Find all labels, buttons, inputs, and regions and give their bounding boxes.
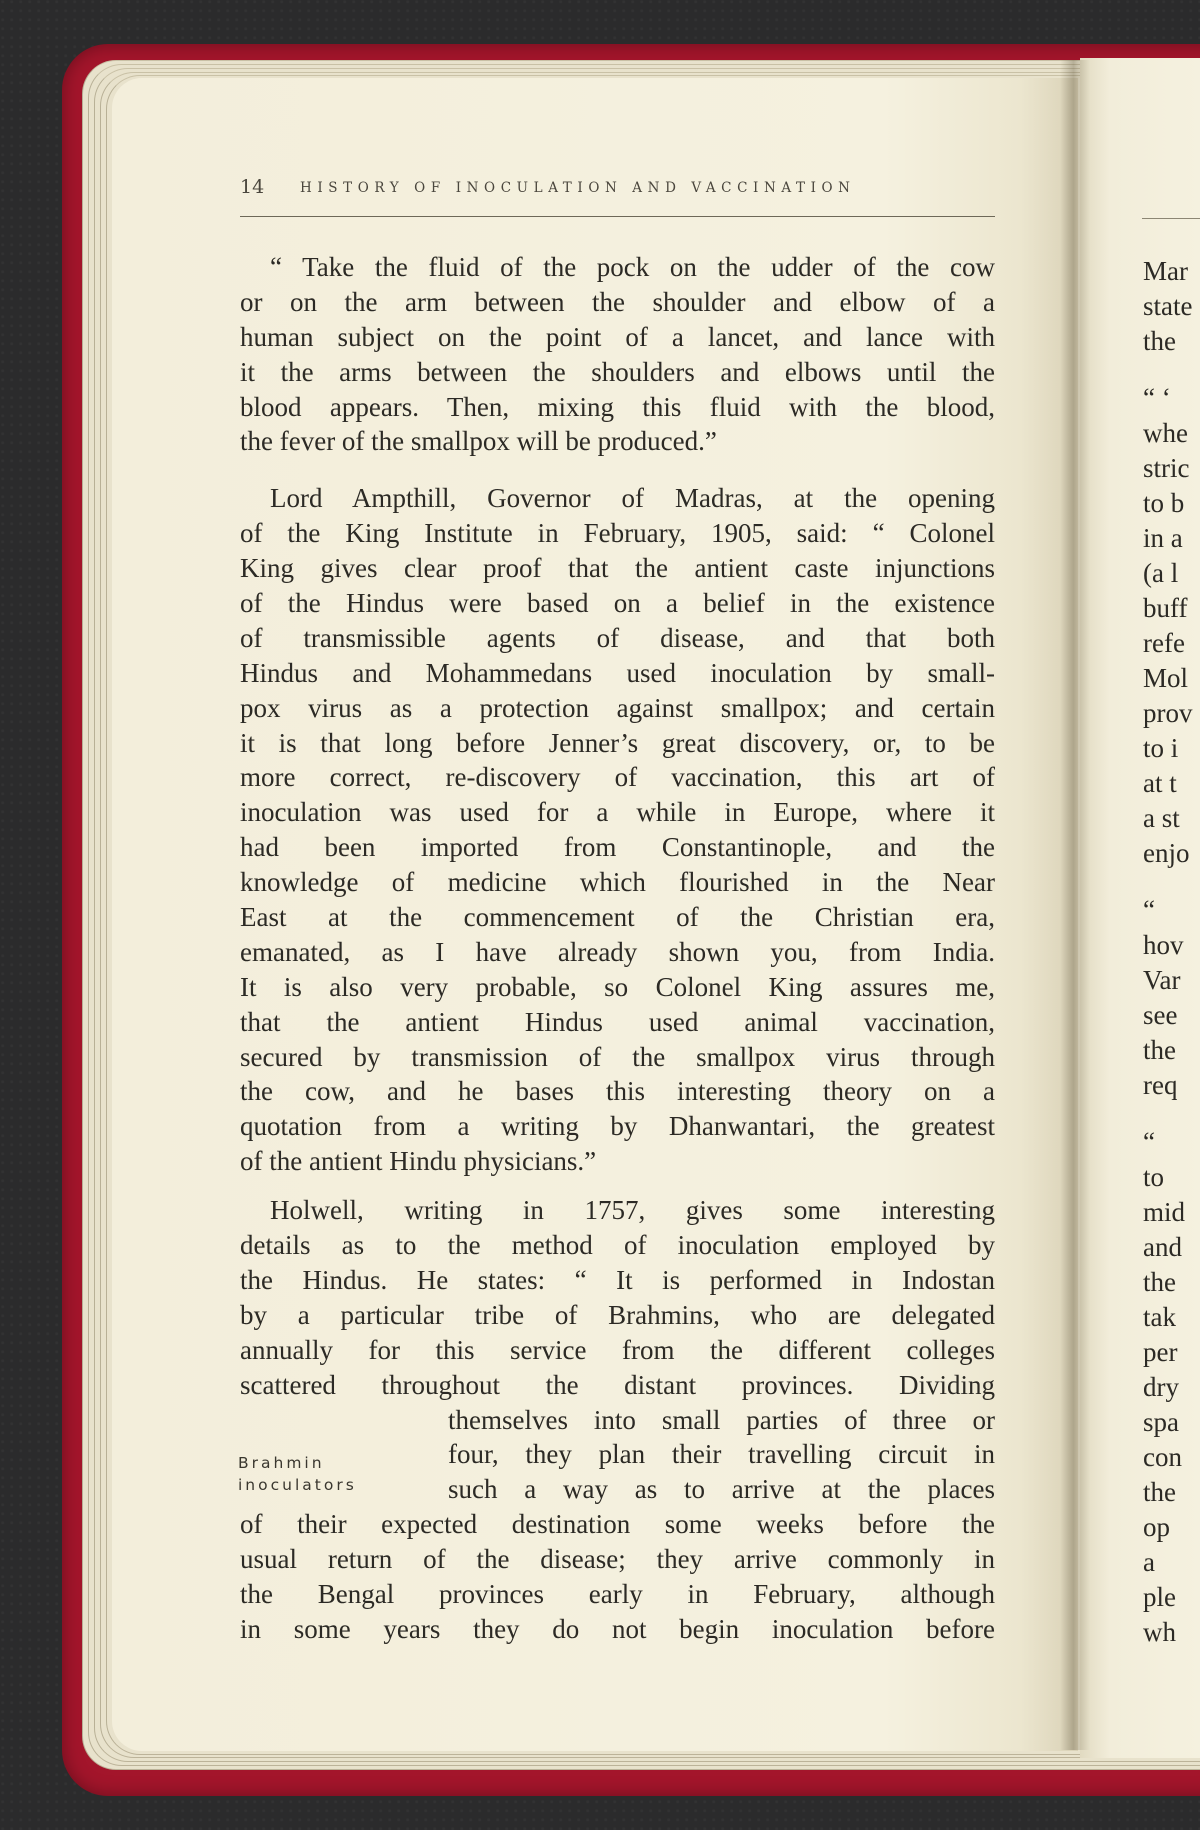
text-line: the Hindus. He states: “ It is performed in Indostan bbox=[240, 1264, 995, 1295]
text-line: scattered throughout the distant provinces. Dividing bbox=[240, 1369, 995, 1400]
right-page-fragment: in a bbox=[1143, 523, 1183, 553]
right-page-fragment: refe bbox=[1143, 628, 1185, 658]
text-line: of the antient Hindu physicians.” bbox=[240, 1146, 597, 1177]
right-page bbox=[1080, 58, 1200, 1758]
right-page-fragment: prov bbox=[1143, 698, 1193, 728]
text-line: Holwell, writing in 1757, gives some interesting bbox=[270, 1195, 995, 1226]
right-page-fragment: per bbox=[1143, 1337, 1178, 1367]
text-line: the fever of the smallpox will be produced.” bbox=[240, 426, 717, 457]
text-line: that the antient Hindus used animal vaccination, bbox=[240, 1006, 995, 1037]
right-page-fragment: to bbox=[1143, 1162, 1165, 1192]
text-line: Lord Ampthill, Governor of Madras, at the opening bbox=[270, 483, 995, 514]
right-page-fragment: enjo bbox=[1143, 838, 1190, 868]
text-line: It is also very probable, so Colonel King assures me, bbox=[240, 971, 995, 1002]
right-page-fragment: “ ‘ bbox=[1143, 383, 1171, 413]
right-page-fragment: (a l bbox=[1143, 558, 1179, 588]
text-line: the Bengal provinces early in February, although bbox=[240, 1578, 995, 1609]
text-line: more correct, re-discovery of vaccination, this art of bbox=[240, 762, 995, 793]
right-page-rule bbox=[1142, 218, 1200, 219]
right-page-fragment: op bbox=[1143, 1512, 1170, 1542]
right-page-fragment: stric bbox=[1143, 453, 1190, 483]
right-page-fragment: Var bbox=[1143, 965, 1181, 995]
right-page-fragment: ple bbox=[1143, 1582, 1176, 1612]
text-line: in some years they do not begin inoculation before bbox=[240, 1613, 995, 1644]
text-line: the cow, and he bases this interesting theory on a bbox=[240, 1076, 995, 1107]
text-line: usual return of the disease; they arrive commonly in bbox=[240, 1544, 995, 1575]
text-line: King gives clear proof that the antient caste injunctions bbox=[240, 553, 995, 584]
text-line: of their expected destination some weeks before the bbox=[240, 1509, 995, 1540]
text-line: knowledge of medicine which flourished in the Near bbox=[240, 867, 995, 898]
right-page-fragment: the bbox=[1143, 1035, 1176, 1065]
text-line: of the Hindus were based on a belief in the existence bbox=[240, 588, 995, 619]
right-page-fragment: “ bbox=[1143, 1127, 1155, 1157]
text-line: of transmissible agents of disease, and that both bbox=[240, 622, 995, 653]
book-gutter bbox=[1060, 60, 1090, 1750]
text-line: “ Take the fluid of the pock on the udder of the cow bbox=[270, 252, 995, 282]
right-page-fragment: and bbox=[1143, 1232, 1182, 1262]
page-number: 14 bbox=[240, 176, 265, 198]
margin-note-line: Brahmin bbox=[238, 1454, 325, 1472]
text-line: secured by transmission of the smallpox virus through bbox=[240, 1041, 995, 1072]
paragraph-quote-lancet bbox=[240, 250, 995, 459]
running-title: HISTORY OF INOCULATION AND VACCINATION bbox=[300, 180, 856, 196]
text-line: it the arms between the shoulders and elbows until the bbox=[240, 356, 995, 387]
right-page-fragment: whe bbox=[1143, 418, 1188, 448]
right-page-fragment: buff bbox=[1143, 593, 1188, 623]
text-line: East at the commencement of the Christian era, bbox=[240, 902, 995, 933]
text-line: Hindus and Mohammedans used inoculation by small- bbox=[240, 657, 995, 688]
right-page-fragment: mid bbox=[1143, 1197, 1186, 1227]
text-line: inoculation was used for a while in Europe, where it bbox=[240, 797, 995, 828]
header-rule bbox=[240, 216, 995, 217]
right-page-fragment: the bbox=[1143, 1477, 1176, 1507]
right-page-fragment: state bbox=[1143, 291, 1193, 321]
paragraph-holwell bbox=[240, 1193, 995, 1647]
text-line: annually for this service from the different colleges bbox=[240, 1334, 995, 1365]
right-page-fragment: a st bbox=[1143, 803, 1180, 833]
right-page-fragment: req bbox=[1143, 1070, 1178, 1100]
right-page-fragment: the bbox=[1143, 1267, 1176, 1297]
margin-note-line: inoculators bbox=[238, 1476, 357, 1494]
right-page-fragment: “ bbox=[1143, 895, 1155, 925]
text-line: such a way as to arrive at the places bbox=[448, 1474, 995, 1505]
right-page-fragment: hov bbox=[1143, 930, 1184, 960]
text-line: or on the arm between the shoulder and elbow of a bbox=[240, 286, 995, 317]
text-line: pox virus as a protection against smallpox; and certain bbox=[240, 692, 995, 723]
right-page-fragment: spa bbox=[1143, 1407, 1179, 1437]
text-line: quotation from a writing by Dhanwantari, the greatest bbox=[240, 1111, 995, 1142]
text-line: emanated, as I have already shown you, from India. bbox=[240, 936, 995, 967]
text-line: had been imported from Constantinople, and the bbox=[240, 832, 995, 863]
right-page-fragment: see bbox=[1143, 1000, 1178, 1030]
text-line: four, they plan their travelling circuit in bbox=[448, 1439, 995, 1470]
text-line: it is that long before Jenner’s great discovery, or, to be bbox=[240, 727, 995, 758]
body-text bbox=[240, 250, 995, 1647]
margin-note bbox=[238, 1452, 388, 1496]
right-page-fragment: dry bbox=[1143, 1372, 1179, 1402]
running-head bbox=[240, 176, 995, 206]
right-page-fragment: to b bbox=[1143, 488, 1185, 518]
right-page-fragment: to i bbox=[1143, 733, 1179, 763]
right-page-fragment: at t bbox=[1143, 768, 1177, 798]
text-line: human subject on the point of a lancet, and lance with bbox=[240, 321, 995, 352]
right-page-fragment: wh bbox=[1143, 1617, 1176, 1647]
right-page-fragment: tak bbox=[1143, 1302, 1176, 1332]
text-line: by a particular tribe of Brahmins, who are delegated bbox=[240, 1299, 995, 1330]
right-page-fragment: a bbox=[1143, 1547, 1155, 1577]
text-line: themselves into small parties of three or bbox=[448, 1404, 995, 1435]
right-page-fragment: the bbox=[1143, 326, 1176, 356]
text-line: of the King Institute in February, 1905, said: “ Colonel bbox=[240, 518, 995, 549]
right-page-fragment: con bbox=[1143, 1442, 1182, 1472]
right-page-fragment: Mol bbox=[1143, 663, 1189, 693]
right-page-fragment: Mar bbox=[1143, 256, 1188, 286]
text-line: blood appears. Then, mixing this fluid with the blood, bbox=[240, 391, 995, 422]
text-line: details as to the method of inoculation employed by bbox=[240, 1230, 995, 1261]
paragraph-lord-ampthill bbox=[240, 481, 995, 1179]
